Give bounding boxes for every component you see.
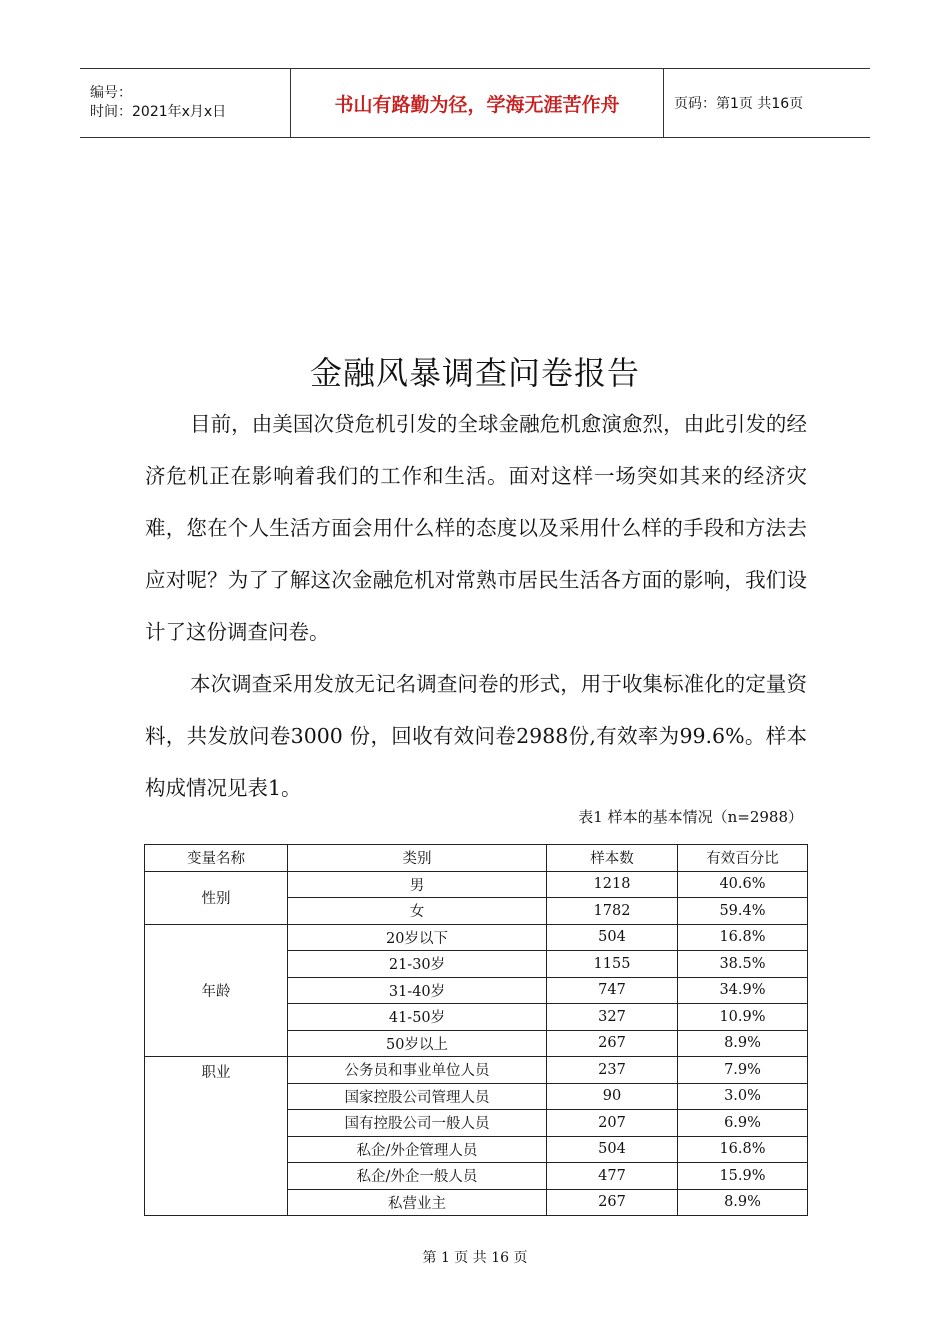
table-header-row: [145, 845, 808, 872]
variable-cell: 性别: [145, 871, 288, 924]
header-page-info: 页码：第1页 共16页: [674, 96, 804, 112]
category-cell: 男: [288, 871, 547, 898]
table-row: [145, 924, 808, 951]
table-row: [145, 871, 808, 898]
count-cell: 90: [547, 1083, 678, 1110]
percent-cell: 59.4%: [678, 898, 808, 925]
percent-cell: 6.9%: [678, 1110, 808, 1137]
percent-cell: 16.8%: [678, 1136, 808, 1163]
body-text: [145, 398, 807, 814]
percent-cell: 10.9%: [678, 1004, 808, 1031]
table-row: [145, 1057, 808, 1084]
category-cell: 私营业主: [288, 1189, 547, 1216]
sample-table: [144, 844, 808, 1216]
count-cell: 477: [547, 1163, 678, 1190]
page-footer: 第 1 页 共 16 页: [422, 1250, 528, 1266]
count-cell: 504: [547, 1136, 678, 1163]
column-header: 样本数: [547, 845, 678, 872]
category-cell: 私企/外企管理人员: [288, 1136, 547, 1163]
category-cell: 21-30岁: [288, 951, 547, 978]
count-cell: 1782: [547, 898, 678, 925]
count-cell: 1155: [547, 951, 678, 978]
percent-cell: 34.9%: [678, 977, 808, 1004]
percent-cell: 7.9%: [678, 1057, 808, 1084]
count-cell: 504: [547, 924, 678, 951]
percent-cell: 38.5%: [678, 951, 808, 978]
category-cell: 女: [288, 898, 547, 925]
method-paragraph: 本次调查采用发放无记名调查问卷的形式，用于收集标准化的定量资料，共发放问卷3000 份，回收有效问卷2988份,有效率为99.6%。样本构成情况见表1。: [145, 672, 807, 800]
count-cell: 267: [547, 1189, 678, 1216]
count-cell: 267: [547, 1030, 678, 1057]
category-cell: 私企/外企一般人员: [288, 1163, 547, 1190]
header-meta: [80, 69, 291, 137]
document-number-label: 编号：: [90, 85, 132, 101]
document-time-label: 时间：2021年x月x日: [90, 104, 227, 120]
count-cell: 207: [547, 1110, 678, 1137]
column-header: 类别: [288, 845, 547, 872]
intro-paragraph: 目前，由美国次贷危机引发的全球金融危机愈演愈烈，由此引发的经济危机正在影响着我们的工作和生活。面对这样一场突如其来的经济灾难，您在个人生活方面会用什么样的态度以及采用什么样的手段和方法去应对呢？为了了解这次金融危机对常熟市居民生活各方面的影响，我们设计了这份调查问卷。: [145, 412, 807, 644]
category-cell: 20岁以下: [288, 924, 547, 951]
count-cell: 237: [547, 1057, 678, 1084]
count-cell: 327: [547, 1004, 678, 1031]
document-title: 金融风暴调查问卷报告: [309, 354, 640, 392]
category-cell: 公务员和事业单位人员: [288, 1057, 547, 1084]
percent-cell: 8.9%: [678, 1030, 808, 1057]
percent-cell: 15.9%: [678, 1163, 808, 1190]
variable-cell: 职业: [145, 1057, 288, 1216]
category-cell: 50岁以上: [288, 1030, 547, 1057]
category-cell: 国家控股公司管理人员: [288, 1083, 547, 1110]
percent-cell: 8.9%: [678, 1189, 808, 1216]
variable-cell: 年龄: [145, 924, 288, 1057]
percent-cell: 3.0%: [678, 1083, 808, 1110]
percent-cell: 40.6%: [678, 871, 808, 898]
column-header: 变量名称: [145, 845, 288, 872]
page-header: [80, 68, 870, 138]
table-caption: 表1 样本的基本情况（n=2988）: [578, 808, 803, 826]
count-cell: 747: [547, 977, 678, 1004]
column-header: 有效百分比: [678, 845, 808, 872]
category-cell: 41-50岁: [288, 1004, 547, 1031]
category-cell: 31-40岁: [288, 977, 547, 1004]
header-motto: 书山有路勤为径，学海无涯苦作舟: [291, 69, 664, 137]
count-cell: 1218: [547, 871, 678, 898]
category-cell: 国有控股公司一般人员: [288, 1110, 547, 1137]
percent-cell: 16.8%: [678, 924, 808, 951]
